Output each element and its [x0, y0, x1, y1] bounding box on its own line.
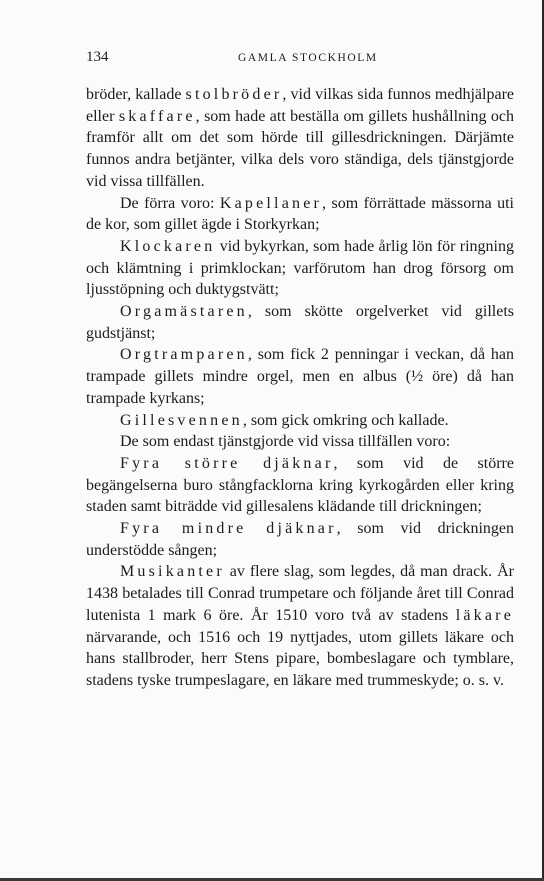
text-run: av flere slag, som legdes, då man drack. År 1438 betalades till Conrad trumpetare och följande året till Conrad lutenista 1 mark 6 öre. År 1510 voro två av stadens: [86, 563, 514, 624]
running-title: GAMLA STOCKHOLM: [238, 52, 378, 64]
text-run: bröder, kallade: [86, 86, 186, 103]
paragraph: [86, 453, 514, 518]
paragraph: [86, 431, 514, 453]
spaced-term: Orgtramparen: [120, 346, 248, 364]
spaced-term: Klockaren: [120, 237, 216, 255]
paragraph: [86, 518, 514, 561]
spaced-term: Gillesvennen: [120, 411, 243, 429]
spaced-term: Kapellaner: [219, 194, 323, 212]
page-number: 134: [86, 49, 109, 65]
text-run: , som vid drickningen understödde sången;: [86, 520, 514, 559]
paragraph: [86, 561, 514, 691]
text-run: vid bykyrkan, som hade årlig lön för ringning och klämtning i primklockan; varförutom han drog försorg om ljusstöpning och duktygstvätt;: [86, 237, 514, 299]
paragraph: [86, 193, 514, 236]
text-run: , som fick 2 penningar i veckan, då han trampade gillets mindre orgel, men en albus (½ öre) då han trampade kyrkans;: [86, 346, 514, 407]
spaced-term: Fyra större djäknar: [120, 454, 334, 472]
paragraph: [86, 410, 514, 432]
spaced-term: Musikanter: [120, 563, 225, 581]
text-run: , som förrättade mässorna uti de kor, som gillet ägde i Storkyrkan;: [86, 194, 515, 234]
text-run: närvarande, och 1516 och 19 nyttjades, utom gillets läkare och hans stallbroder, herr Stens pipare, bombeslagare och tymblare, stadens tyske trumpeslagare, en läkare med trummeskyde; o. s. v.: [86, 628, 514, 689]
spaced-term: stolbröder: [185, 86, 283, 103]
paragraph: [86, 84, 514, 193]
text-run: De förra voro:: [120, 194, 220, 212]
body-text: [86, 84, 514, 692]
text-run: , som gick omkring och kallade.: [242, 411, 449, 429]
spaced-term: skaffare: [118, 107, 196, 125]
paragraph: [86, 236, 514, 301]
spaced-term: Orgamästaren: [120, 303, 248, 321]
spaced-term: läkare: [455, 606, 514, 624]
text-run: , vid vilkas sida funnos medhjälpare eller: [86, 86, 515, 125]
text-run: De som endast tjänstgjorde vid vissa tillfällen voro:: [120, 433, 451, 451]
page-header: [86, 49, 516, 71]
text-run: , som hade att beställa om gillets hushållning och framför allt om det som hörde till gillesdrickningen. Därjämte funnos andra betjänter, vilka dels voro ständiga, dels tjänstgjorde vid vissa tillfällen.: [86, 107, 515, 190]
paragraph: [86, 301, 514, 344]
text-run: , som vid de större begängelserna buro stångfacklorna kring kyrkogården eller kring staden samt biträdde vid gillesalens klädande till drickningen;: [86, 454, 514, 516]
spaced-term: Fyra mindre djäknar: [120, 520, 337, 538]
paragraph: [86, 344, 514, 409]
text-run: , som skötte orgelverket vid gillets gudstjänst;: [86, 303, 514, 342]
